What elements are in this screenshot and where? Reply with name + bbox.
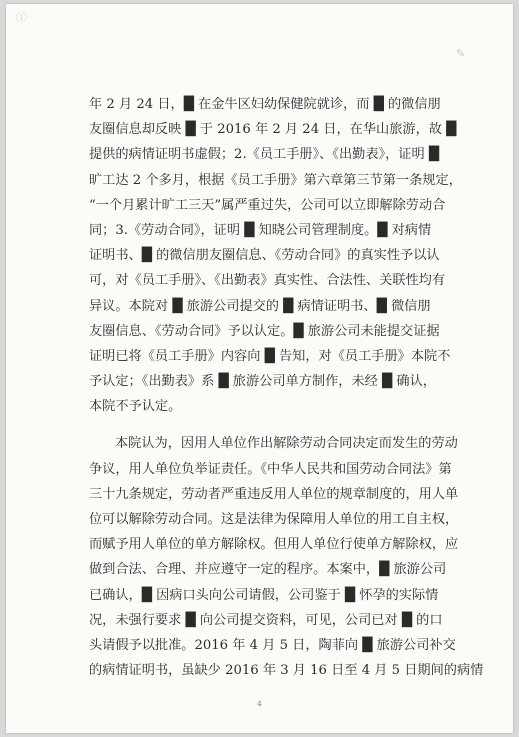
text-line: 已确认，█ 因病口头向公司请假，公司鉴于 █ 怀孕的实际情 xyxy=(89,587,439,603)
document-page xyxy=(6,4,513,733)
text-line: 年 2 月 24 日，█ 在金牛区妇幼保健院就诊，而 █ 的微信朋 xyxy=(89,97,441,112)
text-line: 争议，用人单位负举证责任。《中华人民共和国劳动合同法》第 xyxy=(89,461,452,477)
corner-mark-top-right: ✎ xyxy=(456,47,466,60)
text-line: “一个月累计旷工三天”属严重过失，公司可以立即解除劳动合 xyxy=(89,197,446,213)
text-line: 本院不予认定。 xyxy=(89,399,182,415)
text-line: 而赋予用人单位的单方解除权。但用人单位行使单方解除权，应 xyxy=(89,537,459,553)
paragraph-gap xyxy=(89,419,487,431)
corner-mark-top-left: ⓘ xyxy=(16,11,27,24)
text-line: 友圈信息、《劳动合同》予以认定。█ 旅游公司未能提交证据 xyxy=(89,323,440,339)
text-line: 异议。本院对 █ 旅游公司提交的 █ 病情证明书、█ 微信朋 xyxy=(89,298,431,314)
paragraph-2 xyxy=(89,431,487,683)
text-line: 头请假予以批准。2016 年 4 月 5 日，陶菲向 █ 旅游公司补交 xyxy=(89,637,456,653)
text-line: 予认定；《出勤表》系 █ 旅游公司单方制作，未经 █ 确认， xyxy=(89,374,436,390)
text-line: 证明书、█ 的微信朋友圈信息、《劳动合同》的真实性予以认 xyxy=(89,248,440,264)
text-line: 况，未强行要求 █ 向公司提交资料，可见，公司已对 █ 的口 xyxy=(89,612,443,628)
page-number: 4 xyxy=(257,700,262,708)
text-line: 位可以解除劳动合同。这是法律为保障用人单位的用工自主权， xyxy=(89,512,459,527)
text-line: 三十九条规定，劳动者严重违反用人单位的规章制度的，用人单 xyxy=(89,486,459,502)
text-line: 证明已将《员工手册》内容向 █ 告知，对《员工手册》本院不 xyxy=(89,348,451,364)
text-line: 提供的病情证明书虚假；2.《员工手册》、《出勤表》，证明 █ xyxy=(89,147,439,163)
paragraph-1 xyxy=(89,92,487,419)
text-line: 可，对《员工手册》、《出勤表》真实性、合法性、关联性均有 xyxy=(89,273,446,289)
text-line: 同；3.《劳动合同》，证明 █ 知晓公司管理制度。█ 对病情 xyxy=(89,222,432,238)
text-line: 友圈信息却反映 █ 于 2016 年 2 月 24 日，在华山旅游，故 █ xyxy=(89,122,457,138)
text-line: 本院认为，因用人单位作出解除劳动合同决定而发生的劳动 xyxy=(115,436,458,452)
body-text xyxy=(89,92,487,683)
text-line: 旷工达 2 个多月，根据《员工手册》第六章第三节第一条规定， xyxy=(89,172,462,188)
text-line: 的病情证明书，虽缺少 2016 年 3 月 16 日至 4 月 5 日期间的病情 xyxy=(89,663,484,679)
text-line: 做到合法、合理、并应遵守一定的程序。本案中，█ 旅游公司 xyxy=(89,562,447,578)
